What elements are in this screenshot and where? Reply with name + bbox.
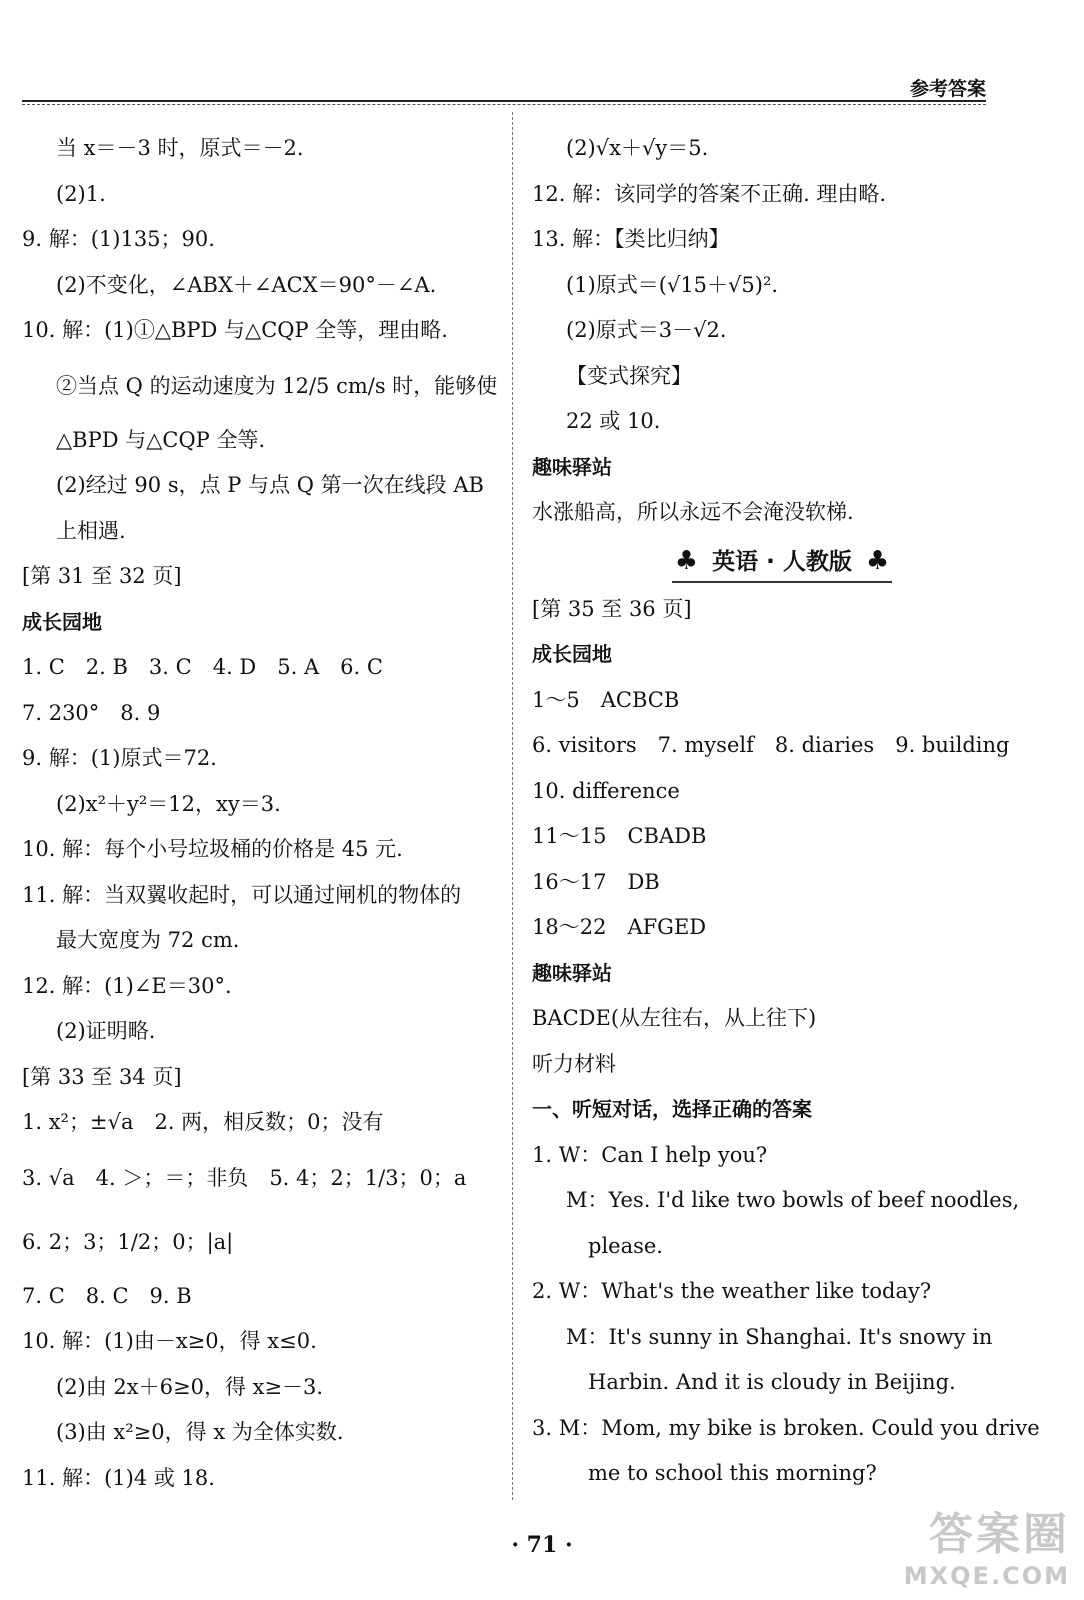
watermark-logo <box>904 1498 1070 1590</box>
subject-title <box>532 536 1032 587</box>
answer-line: 12. 解：该同学的答案不正确. 理由略. <box>532 181 887 206</box>
section-heading: 成长园地 <box>22 609 102 634</box>
answer-line: 上相遇. <box>56 518 126 543</box>
dialogue-line: me to school this morning? <box>588 1461 877 1485</box>
dialogue-line: M：It's sunny in Shanghai. It's snowy in <box>566 1324 993 1349</box>
answer-line: 9. 解：(1)135；90. <box>22 227 215 251</box>
watermark-text: 答案圈 <box>929 1509 1070 1560</box>
sub-heading: 【变式探究】 <box>566 363 692 388</box>
answer-line: 18～22 AFGED <box>532 915 707 939</box>
answer-line: 9. 解：(1)原式＝72. <box>22 746 217 770</box>
answer-line: BACDE(从左往右，从上往下) <box>532 1006 817 1030</box>
dialogue-line: 1. W：Can I help you? <box>532 1142 768 1167</box>
answer-line: (2)由 2x＋6≥0，得 x≥－3. <box>56 1374 324 1399</box>
header-title: 参考答案 <box>909 78 986 100</box>
dialogue-line: Harbin. And it is cloudy in Beijing. <box>588 1370 956 1394</box>
answer-line: 11～15 CBADB <box>532 824 707 848</box>
answer-line: (1)原式＝(√15＋√5)². <box>566 272 779 297</box>
answer-line: 10. 解：(1)由－x≥0，得 x≤0. <box>22 1329 317 1353</box>
page-header <box>22 0 986 104</box>
section-heading: 一、听短对话，选择正确的答案 <box>532 1097 812 1121</box>
answer-line: 当 x＝－3 时，原式＝－2. <box>56 136 304 160</box>
answer-line: 10. 解：(1)①△BPD 与△CQP 全等，理由略. <box>22 318 448 342</box>
dialogue-line: please. <box>588 1233 663 1258</box>
left-column <box>22 126 502 1501</box>
section-heading: 趣味驿站 <box>532 960 612 985</box>
page-range-heading: [第 31 至 32 页] <box>22 564 182 588</box>
answer-line: 10. 解：每个小号垃圾桶的价格是 45 元. <box>22 837 403 861</box>
answer-line: 10. difference <box>532 778 680 803</box>
dialogue-line: M：Yes. I'd like two bowls of beef noodles, <box>566 1188 1020 1212</box>
watermark-url: MXQE.COM <box>903 1562 1070 1590</box>
subject-title-underline <box>672 581 892 587</box>
header-rule <box>22 100 986 102</box>
answer-line: (2)x²＋y²＝12，xy＝3. <box>56 791 281 816</box>
answer-line: (2)原式＝3－√2. <box>566 318 727 342</box>
answer-line: (2)√x＋√y＝5. <box>566 136 709 160</box>
answer-line: 1. C 2. B 3. C 4. D 5. A 6. C <box>22 655 383 679</box>
header-rule-dashed <box>22 104 986 105</box>
answer-line: 听力材料 <box>532 1051 616 1076</box>
answer-line: 13. 解：【类比归纳】 <box>532 227 730 251</box>
answer-line: 22 或 10. <box>566 409 661 433</box>
answer-line: 11. 解：(1)4 或 18. <box>22 1465 215 1490</box>
answer-line: 水涨船高，所以永远不会淹没软梯. <box>532 500 854 524</box>
page-range-heading: [第 33 至 34 页] <box>22 1064 182 1089</box>
dialogue-line: 3. M：Mom, my bike is broken. Could you drive <box>532 1415 1040 1440</box>
dialogue-line: 2. W：What's the weather like today? <box>532 1279 932 1303</box>
answer-line: 6. visitors 7. myself 8. diaries 9. building <box>532 733 1010 757</box>
answer-line: 11. 解：当双翼收起时，可以通过闸机的物体的 <box>22 882 462 907</box>
answer-line: 16～17 DB <box>532 869 660 894</box>
page-range-heading: [第 35 至 36 页] <box>532 596 692 621</box>
answer-line: (2)1. <box>56 181 106 206</box>
answer-line: 1. x²；±√a 2. 两，相反数；0；没有 <box>22 1110 384 1134</box>
answer-line: (2)不变化，∠ABX＋∠ACX＝90°－∠A. <box>56 272 437 297</box>
subject-title-text: 英语 · 人教版 <box>712 548 852 575</box>
answer-line: 7. 230° 8. 9 <box>22 700 161 725</box>
answer-line: ②当点 Q 的运动速度为 12/5 cm/s 时，能够使 <box>56 373 498 398</box>
answer-line: (2)证明略. <box>56 1019 156 1043</box>
answer-line: 3. √a 4. ＞；＝；非负 5. 4；2；1/3；0；a <box>22 1165 467 1190</box>
answer-line: 6. 2；3；1/2；0；|a| <box>22 1229 234 1254</box>
answer-line: (2)经过 90 s，点 P 与点 Q 第一次在线段 AB <box>56 473 484 497</box>
column-divider <box>512 112 513 1500</box>
page-number: · 71 · <box>511 1532 573 1558</box>
answer-line: △BPD 与△CQP 全等. <box>56 427 266 452</box>
answer-line: 最大宽度为 72 cm. <box>56 928 240 952</box>
answer-line: 12. 解：(1)∠E＝30°. <box>22 973 232 998</box>
answer-line: 7. C 8. C 9. B <box>22 1283 192 1308</box>
section-heading: 成长园地 <box>532 642 612 666</box>
right-column <box>532 126 1040 1497</box>
club-icon: ♣ <box>865 545 890 576</box>
answer-line: 1～5 ACBCB <box>532 687 680 712</box>
answer-line: (3)由 x²≥0，得 x 为全体实数. <box>56 1420 344 1444</box>
club-icon: ♣ <box>674 545 699 576</box>
section-heading: 趣味驿站 <box>532 454 612 479</box>
